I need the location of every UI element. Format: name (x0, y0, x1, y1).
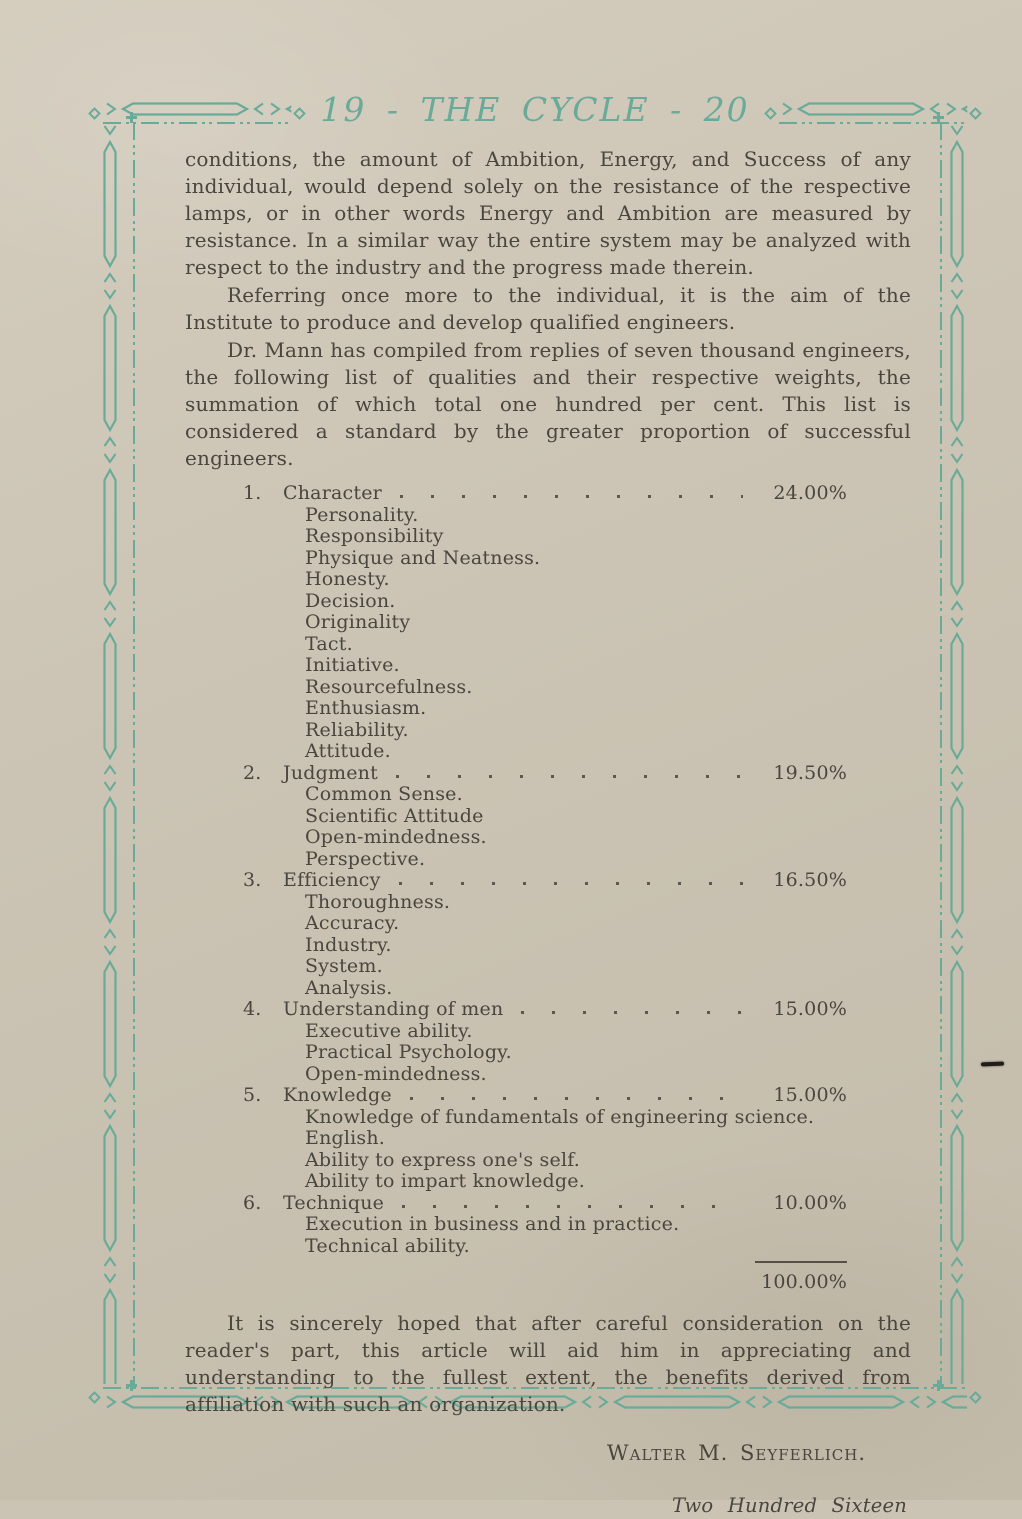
quality-number: 5. (243, 1084, 262, 1106)
diamond-ornament-icon (764, 107, 777, 120)
quality-subitems (185, 1021, 911, 1086)
quality-subitem: Personality. (305, 503, 419, 526)
quality-item (185, 999, 911, 1085)
quality-subitem: Open-mindedness. (305, 1062, 487, 1085)
quality-heading-row (185, 1085, 911, 1107)
quality-subitem: Open-mindedness. (305, 826, 487, 848)
diamond-ornament-icon (88, 107, 101, 120)
quality-subitems (185, 892, 911, 1000)
quality-heading-row (185, 1193, 911, 1215)
quality-subitems (185, 1214, 911, 1257)
quality-item (185, 870, 911, 999)
quality-heading-row (185, 870, 911, 892)
corner-cross-ornament-icon (126, 112, 137, 123)
article-body (185, 146, 911, 1519)
ink-smudge-mark (981, 1062, 1004, 1067)
dot-leader (410, 1097, 743, 1100)
total-row (185, 1261, 911, 1293)
quality-subitem: Accuracy. (305, 912, 400, 934)
corner-cross-ornament-icon (933, 112, 944, 123)
quality-subitem: Enthusiasm. (305, 697, 427, 719)
quality-subitem: Honesty. (305, 568, 390, 590)
quality-subitem: Execution in business and in practice. (305, 1213, 680, 1235)
quality-subitem: Practical Psychology. (305, 1041, 512, 1063)
quality-item (185, 483, 911, 763)
closing-paragraph: It is sincerely hoped that after careful consideration on the reader's part, this article will aid him in appreciating and understanding to the fullest extent, the benefits derived from affiliation with such an organization. (185, 1311, 911, 1416)
quality-subitem: Ability to express one's self. (305, 1148, 581, 1171)
body-paragraph: Dr. Mann has compiled from replies of seven thousand engineers, the following list of qualities and their respective weights, the summation of which total one hundred per cent. This list is considered a standard by the greater proportion of successful engineers. (185, 338, 911, 470)
dot-leader (400, 495, 743, 498)
quality-subitem: Physique and Neatness. (305, 546, 541, 569)
dot-leader (521, 1011, 743, 1014)
quality-number: 6. (243, 1191, 262, 1214)
quality-subitem: Attitude. (305, 740, 391, 762)
quality-subitem: System. (305, 955, 383, 977)
quality-label: Judgment (283, 761, 378, 784)
quality-subitem: Analysis. (305, 976, 393, 999)
top-border-ornament (86, 92, 984, 134)
quality-subitem: Tact. (305, 632, 353, 655)
quality-subitem: Industry. (305, 933, 392, 956)
quality-weight: 16.50% (773, 869, 847, 891)
quality-label: Character (283, 482, 382, 504)
quality-weight: 15.00% (773, 1084, 847, 1106)
body-paragraph: conditions, the amount of Ambition, Energy, and Success of any individual, would depend solely on the resistance of the respective lamps, or in other words Energy and Ambition are measured by resistance. In a similar way the entire system may be analyzed with respect to the industry and the progress made therein. (185, 147, 911, 279)
quality-number: 1. (243, 482, 262, 504)
sum-rule (755, 1261, 847, 1263)
quality-item (185, 1085, 911, 1193)
quality-subitem: Common Sense. (305, 783, 463, 805)
diamond-ornament-icon (969, 1391, 982, 1404)
quality-subitem: Initiative. (305, 654, 400, 676)
quality-subitems (185, 784, 911, 870)
quality-label: Knowledge (283, 1084, 392, 1106)
quality-weight: 24.00% (773, 482, 847, 504)
quality-subitem: Perspective. (305, 847, 426, 870)
quality-subitem: Knowledge of fundamentals of engineering science. (305, 1105, 815, 1128)
quality-weight: 19.50% (773, 761, 847, 784)
quality-subitem: Ability to impart knowledge. (305, 1170, 585, 1192)
quality-item (185, 1193, 911, 1258)
quality-subitems (185, 1107, 911, 1193)
diamond-ornament-icon (88, 1391, 101, 1404)
quality-number: 3. (243, 869, 262, 891)
quality-weight: 10.00% (773, 1191, 847, 1214)
quality-item (185, 763, 911, 871)
quality-number: 4. (243, 998, 262, 1020)
quality-subitem: English. (305, 1127, 386, 1149)
page-number: Two Hundred Sixteen (672, 1494, 907, 1517)
author-signature: Walter M. Seyferlich. (607, 1441, 866, 1465)
quality-label: Efficiency (283, 869, 381, 891)
quality-label: Understanding of men (283, 998, 504, 1020)
quality-subitem: Reliability. (305, 718, 409, 741)
dot-leader (396, 775, 743, 778)
quality-heading-row (185, 999, 911, 1021)
quality-subitem: Thoroughness. (305, 890, 451, 913)
body-paragraph: Referring once more to the individual, it is the aim of the Institute to produce and develop qualified engineers. (185, 283, 911, 334)
quality-subitem: Decision. (305, 589, 396, 612)
quality-number: 2. (243, 761, 262, 784)
diamond-ornament-icon (969, 107, 982, 120)
quality-subitem: Responsibility (305, 525, 444, 547)
quality-subitem: Executive ability. (305, 1019, 473, 1042)
qualities-list (185, 483, 911, 1257)
quality-subitem: Scientific Attitude (305, 804, 484, 827)
dot-leader (402, 1205, 743, 1208)
page-title: 19 - THE CYCLE - 20 (320, 90, 750, 129)
quality-label: Technique (283, 1191, 385, 1214)
quality-subitem: Originality (305, 611, 411, 633)
quality-heading-row (185, 763, 911, 785)
quality-subitem: Resourcefulness. (305, 675, 473, 698)
dot-leader (399, 882, 743, 885)
diamond-ornament-icon (293, 107, 306, 120)
total-percentage: 100.00% (761, 1271, 847, 1293)
quality-heading-row (185, 483, 911, 505)
quality-subitem: Technical ability. (305, 1234, 470, 1257)
quality-subitems (185, 505, 911, 763)
quality-weight: 15.00% (773, 998, 847, 1020)
